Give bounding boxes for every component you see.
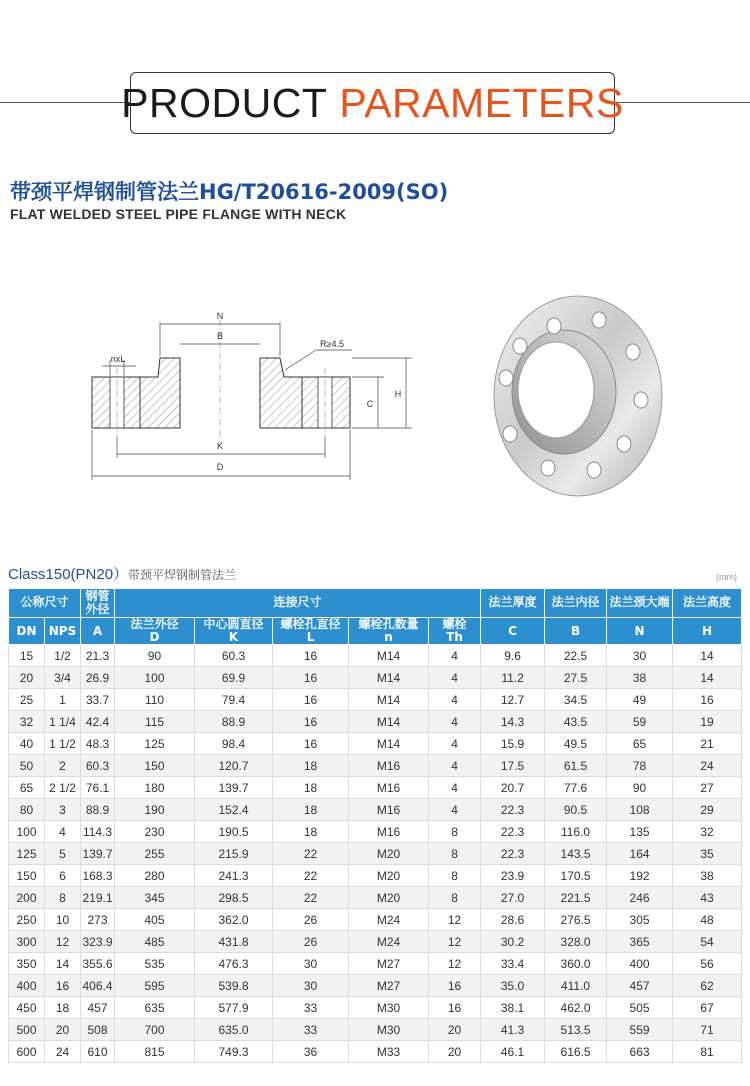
table-cell: 76.1 <box>81 777 115 799</box>
dim-label-n: N <box>216 311 224 321</box>
table-cell: 20.7 <box>481 777 545 799</box>
table-cell: 41.3 <box>481 1019 545 1041</box>
table-cell: 143.5 <box>545 843 607 865</box>
header-a: A <box>81 618 115 645</box>
table-cell: 27.0 <box>481 887 545 909</box>
table-cell: 35.0 <box>481 975 545 997</box>
table-cell: 21 <box>673 733 742 755</box>
table-cell: 476.3 <box>195 953 273 975</box>
dim-label-nxl: nxL <box>110 354 126 364</box>
table-row <box>9 689 742 711</box>
table-cell: M27 <box>349 975 429 997</box>
product-title-en: FLAT WELDED STEEL PIPE FLANGE WITH NECK <box>10 206 347 222</box>
table-cell: 230 <box>115 821 195 843</box>
table-cell: 431.8 <box>195 931 273 953</box>
table-cell: 610 <box>81 1041 115 1063</box>
table-cell: 8 <box>45 887 81 909</box>
table-cell: 16 <box>429 975 481 997</box>
table-cell: 221.5 <box>545 887 607 909</box>
table-cell: 12.7 <box>481 689 545 711</box>
table-cell: 350 <box>9 953 45 975</box>
table-cell: 663 <box>607 1041 673 1063</box>
table-cell: 12 <box>429 931 481 953</box>
table-cell: 114.3 <box>81 821 115 843</box>
table-cell: 100 <box>9 821 45 843</box>
header-h: H <box>673 618 742 645</box>
table-cell: 559 <box>607 1019 673 1041</box>
table-row <box>9 887 742 909</box>
table-row <box>9 645 742 667</box>
table-cell: 406.4 <box>81 975 115 997</box>
table-cell: 16 <box>45 975 81 997</box>
table-cell: 65 <box>9 777 45 799</box>
table-cell: 190 <box>115 799 195 821</box>
table-cell: 22 <box>273 887 349 909</box>
table-cell: 1 1/2 <box>45 733 81 755</box>
table-cell: 120.7 <box>195 755 273 777</box>
dim-label-h: H <box>394 389 402 399</box>
table-cell: 32 <box>673 821 742 843</box>
table-cell: 362.0 <box>195 909 273 931</box>
table-cell: 8 <box>429 865 481 887</box>
table-cell: 43.5 <box>545 711 607 733</box>
table-cell: 168.3 <box>81 865 115 887</box>
table-cell: M27 <box>349 953 429 975</box>
table-cell: 12 <box>429 909 481 931</box>
table-row <box>9 711 742 733</box>
table-cell: 90 <box>607 777 673 799</box>
table-cell: 5 <box>45 843 81 865</box>
table-cell: 22.3 <box>481 821 545 843</box>
table-cell: 22.3 <box>481 799 545 821</box>
table-cell: 56 <box>673 953 742 975</box>
table-cell: 16 <box>673 689 742 711</box>
dim-label-c: C <box>366 399 374 409</box>
banner-rule-left <box>0 102 132 103</box>
table-cell: 8 <box>429 821 481 843</box>
table-cell: 4 <box>429 733 481 755</box>
table-cell: M14 <box>349 711 429 733</box>
table-row <box>9 997 742 1019</box>
table-cell: 16 <box>273 689 349 711</box>
table-cell: 215.9 <box>195 843 273 865</box>
table-cell: 16 <box>273 667 349 689</box>
table-cell: 12 <box>429 953 481 975</box>
table-cell: 62 <box>673 975 742 997</box>
table-cell: 400 <box>607 953 673 975</box>
table-cell: 139.7 <box>81 843 115 865</box>
table-cell: 49 <box>607 689 673 711</box>
table-cell: 360.0 <box>545 953 607 975</box>
table-cell: 150 <box>115 755 195 777</box>
flange-product-image <box>490 292 670 502</box>
table-cell: M24 <box>349 931 429 953</box>
header-bolt-hole: 螺栓孔直径 L <box>273 618 349 645</box>
table-cell: 14 <box>673 667 742 689</box>
header-nps: NPS <box>45 618 81 645</box>
product-title-cn: 带颈平焊钢制管法兰HG/T20616-2009(SO) <box>10 180 449 204</box>
table-cell: 18 <box>273 777 349 799</box>
table-cell: 33 <box>273 997 349 1019</box>
table-cell: 22 <box>273 843 349 865</box>
table-cell: 18 <box>273 821 349 843</box>
table-cell: 298.5 <box>195 887 273 909</box>
table-cell: 635 <box>115 997 195 1019</box>
table-cell: 4 <box>429 645 481 667</box>
header-neck: 法兰颈大端 <box>607 589 673 618</box>
table-cell: 4 <box>429 777 481 799</box>
table-cell: 116.0 <box>545 821 607 843</box>
table-cell: 323.9 <box>81 931 115 953</box>
table-cell: 25 <box>9 689 45 711</box>
header-n: N <box>607 618 673 645</box>
table-cell: 135 <box>607 821 673 843</box>
table-cell: 4 <box>429 799 481 821</box>
table-cell: 16 <box>273 733 349 755</box>
table-cell: 24 <box>45 1041 81 1063</box>
table-cell: 48 <box>673 909 742 931</box>
dim-label-d: D <box>216 462 224 472</box>
table-cell: 400 <box>9 975 45 997</box>
table-cell: 34.5 <box>545 689 607 711</box>
table-cell: 4 <box>429 755 481 777</box>
flange-spec-table <box>8 588 742 1063</box>
table-cell: 18 <box>45 997 81 1019</box>
header-bolt: 螺栓 Th <box>429 618 481 645</box>
table-row <box>9 931 742 953</box>
unit-label: (mm) <box>716 572 737 582</box>
table-cell: 273 <box>81 909 115 931</box>
table-cell: 595 <box>115 975 195 997</box>
table-cell: 152.4 <box>195 799 273 821</box>
table-cell: 30 <box>273 953 349 975</box>
table-cell: 20 <box>429 1019 481 1041</box>
table-cell: 77.6 <box>545 777 607 799</box>
table-cell: 3/4 <box>45 667 81 689</box>
table-cell: 71 <box>673 1019 742 1041</box>
table-cell: 457 <box>607 975 673 997</box>
table-cell: 48.3 <box>81 733 115 755</box>
table-cell: 485 <box>115 931 195 953</box>
table-cell: 12 <box>45 931 81 953</box>
header-flange-od: 法兰外径 D <box>115 618 195 645</box>
table-row <box>9 1019 742 1041</box>
table-cell: 32 <box>9 711 45 733</box>
table-row <box>9 975 742 997</box>
table-cell: 535 <box>115 953 195 975</box>
table-cell: 577.9 <box>195 997 273 1019</box>
table-cell: 4 <box>429 667 481 689</box>
table-cell: 30 <box>273 975 349 997</box>
table-cell: 462.0 <box>545 997 607 1019</box>
table-cell: 508 <box>81 1019 115 1041</box>
table-cell: 15 <box>9 645 45 667</box>
table-cell: 8 <box>429 887 481 909</box>
class-caption: Class150(PN20） <box>8 566 129 583</box>
table-cell: 22 <box>273 865 349 887</box>
table-cell: 345 <box>115 887 195 909</box>
table-cell: 125 <box>9 843 45 865</box>
table-cell: 33.4 <box>481 953 545 975</box>
table-cell: M16 <box>349 755 429 777</box>
table-cell: 38.1 <box>481 997 545 1019</box>
table-cell: 241.3 <box>195 865 273 887</box>
section-banner <box>121 72 624 134</box>
table-cell: M14 <box>349 645 429 667</box>
table-cell: 27.5 <box>545 667 607 689</box>
table-cell: 61.5 <box>545 755 607 777</box>
table-cell: 110 <box>115 689 195 711</box>
table-cell: 513.5 <box>545 1019 607 1041</box>
table-cell: 80 <box>9 799 45 821</box>
table-cell: 749.3 <box>195 1041 273 1063</box>
table-cell: 600 <box>9 1041 45 1063</box>
table-cell: 365 <box>607 931 673 953</box>
header-inner-dia: 法兰内径 <box>545 589 607 618</box>
table-cell: 355.6 <box>81 953 115 975</box>
table-cell: 700 <box>115 1019 195 1041</box>
table-cell: 1/2 <box>45 645 81 667</box>
table-cell: 108 <box>607 799 673 821</box>
table-cell: 539.8 <box>195 975 273 997</box>
table-cell: 411.0 <box>545 975 607 997</box>
table-row <box>9 1041 742 1063</box>
header-thickness: 法兰厚度 <box>481 589 545 618</box>
table-cell: 30 <box>607 645 673 667</box>
table-cell: 100 <box>115 667 195 689</box>
table-cell: 1 1/4 <box>45 711 81 733</box>
table-cell: 10 <box>45 909 81 931</box>
banner-rule-right <box>614 102 750 103</box>
table-cell: 38 <box>673 865 742 887</box>
table-cell: 305 <box>607 909 673 931</box>
table-cell: 192 <box>607 865 673 887</box>
table-cell: 246 <box>607 887 673 909</box>
header-b: B <box>545 618 607 645</box>
table-cell: 90 <box>115 645 195 667</box>
table-cell: 300 <box>9 931 45 953</box>
table-cell: 60.3 <box>81 755 115 777</box>
table-cell: 79.4 <box>195 689 273 711</box>
table-cell: 36 <box>273 1041 349 1063</box>
table-cell: 98.4 <box>195 733 273 755</box>
table-cell: 16 <box>273 711 349 733</box>
table-cell: 18 <box>273 755 349 777</box>
table-cell: 4 <box>429 689 481 711</box>
table-cell: 170.5 <box>545 865 607 887</box>
table-row <box>9 733 742 755</box>
table-cell: 328.0 <box>545 931 607 953</box>
table-cell: 635.0 <box>195 1019 273 1041</box>
table-cell: 81 <box>673 1041 742 1063</box>
banner-word-parameters: PARAMETERS <box>339 79 624 126</box>
table-row <box>9 909 742 931</box>
table-cell: 125 <box>115 733 195 755</box>
table-cell: 616.5 <box>545 1041 607 1063</box>
table-row <box>9 821 742 843</box>
table-cell: 78 <box>607 755 673 777</box>
table-cell: 14.3 <box>481 711 545 733</box>
table-cell: M16 <box>349 799 429 821</box>
table-cell: 42.4 <box>81 711 115 733</box>
table-cell: 139.7 <box>195 777 273 799</box>
table-cell: 14 <box>45 953 81 975</box>
table-cell: 14 <box>673 645 742 667</box>
table-cell: M14 <box>349 733 429 755</box>
table-cell: 49.5 <box>545 733 607 755</box>
table-cell: M16 <box>349 777 429 799</box>
table-cell: 4 <box>45 821 81 843</box>
table-cell: 250 <box>9 909 45 931</box>
table-cell: 18 <box>273 799 349 821</box>
table-cell: 17.5 <box>481 755 545 777</box>
table-cell: 20 <box>45 1019 81 1041</box>
header-nominal-size: 公称尺寸 <box>9 589 81 618</box>
table-cell: 50 <box>9 755 45 777</box>
table-cell: 4 <box>429 711 481 733</box>
table-cell: 43 <box>673 887 742 909</box>
header-connection: 连接尺寸 <box>115 589 481 618</box>
table-row <box>9 777 742 799</box>
dim-label-k: K <box>216 441 224 451</box>
dim-label-r: R≥4.5 <box>320 339 344 349</box>
table-cell: 33 <box>273 1019 349 1041</box>
table-cell: M14 <box>349 667 429 689</box>
table-cell: 200 <box>9 887 45 909</box>
flange-cross-section-drawing <box>80 300 420 490</box>
table-cell: 30.2 <box>481 931 545 953</box>
table-cell: 457 <box>81 997 115 1019</box>
table-cell: 280 <box>115 865 195 887</box>
table-cell: 6 <box>45 865 81 887</box>
table-cell: 22.5 <box>545 645 607 667</box>
table-cell: 67 <box>673 997 742 1019</box>
class-subtitle: 带颈平焊钢制管法兰 <box>128 568 237 582</box>
table-cell: 20 <box>429 1041 481 1063</box>
table-cell: 90.5 <box>545 799 607 821</box>
table-cell: 1 <box>45 689 81 711</box>
table-cell: 28.6 <box>481 909 545 931</box>
table-cell: 115 <box>115 711 195 733</box>
table-cell: 16 <box>273 645 349 667</box>
table-cell: 255 <box>115 843 195 865</box>
table-cell: 38 <box>607 667 673 689</box>
table-cell: 29 <box>673 799 742 821</box>
table-cell: 8 <box>429 843 481 865</box>
table-cell: 33.7 <box>81 689 115 711</box>
table-cell: 190.5 <box>195 821 273 843</box>
header-pcd: 中心圆直径 K <box>195 618 273 645</box>
table-row <box>9 953 742 975</box>
table-cell: 150 <box>9 865 45 887</box>
table-cell: 88.9 <box>81 799 115 821</box>
table-cell: 15.9 <box>481 733 545 755</box>
table-cell: 21.3 <box>81 645 115 667</box>
table-cell: 219.1 <box>81 887 115 909</box>
table-row <box>9 865 742 887</box>
table-cell: 46.1 <box>481 1041 545 1063</box>
table-cell: M20 <box>349 887 429 909</box>
header-c: C <box>481 618 545 645</box>
dim-label-b: B <box>216 331 224 341</box>
table-cell: 26.9 <box>81 667 115 689</box>
table-cell: 815 <box>115 1041 195 1063</box>
table-cell: 88.9 <box>195 711 273 733</box>
table-cell: 164 <box>607 843 673 865</box>
table-cell: 180 <box>115 777 195 799</box>
table-cell: 24 <box>673 755 742 777</box>
header-steel-od: 钢管外径 <box>81 589 115 618</box>
table-cell: 19 <box>673 711 742 733</box>
table-cell: M30 <box>349 997 429 1019</box>
table-cell: M24 <box>349 909 429 931</box>
table-cell: 2 <box>45 755 81 777</box>
table-cell: 9.6 <box>481 645 545 667</box>
table-cell: 405 <box>115 909 195 931</box>
table-cell: 59 <box>607 711 673 733</box>
header-bolt-count: 螺栓孔数量 n <box>349 618 429 645</box>
header-dn: DN <box>9 618 45 645</box>
table-cell: 27 <box>673 777 742 799</box>
table-cell: 16 <box>429 997 481 1019</box>
table-cell: 35 <box>673 843 742 865</box>
table-cell: 3 <box>45 799 81 821</box>
table-cell: 22.3 <box>481 843 545 865</box>
table-cell: M20 <box>349 843 429 865</box>
table-cell: 276.5 <box>545 909 607 931</box>
table-cell: 2 1/2 <box>45 777 81 799</box>
table-cell: 26 <box>273 931 349 953</box>
table-cell: 26 <box>273 909 349 931</box>
table-cell: 500 <box>9 1019 45 1041</box>
table-cell: 60.3 <box>195 645 273 667</box>
table-cell: 69.9 <box>195 667 273 689</box>
table-cell: 11.2 <box>481 667 545 689</box>
table-cell: 23.9 <box>481 865 545 887</box>
table-row <box>9 799 742 821</box>
table-cell: M20 <box>349 865 429 887</box>
table-cell: 450 <box>9 997 45 1019</box>
table-row <box>9 755 742 777</box>
table-cell: M33 <box>349 1041 429 1063</box>
table-row <box>9 667 742 689</box>
table-cell: 20 <box>9 667 45 689</box>
table-cell: 65 <box>607 733 673 755</box>
table-cell: M16 <box>349 821 429 843</box>
banner-word-product: PRODUCT <box>121 79 328 126</box>
table-cell: 505 <box>607 997 673 1019</box>
table-cell: M30 <box>349 1019 429 1041</box>
table-row <box>9 843 742 865</box>
table-cell: 40 <box>9 733 45 755</box>
header-height: 法兰高度 <box>673 589 742 618</box>
table-cell: M14 <box>349 689 429 711</box>
table-cell: 54 <box>673 931 742 953</box>
